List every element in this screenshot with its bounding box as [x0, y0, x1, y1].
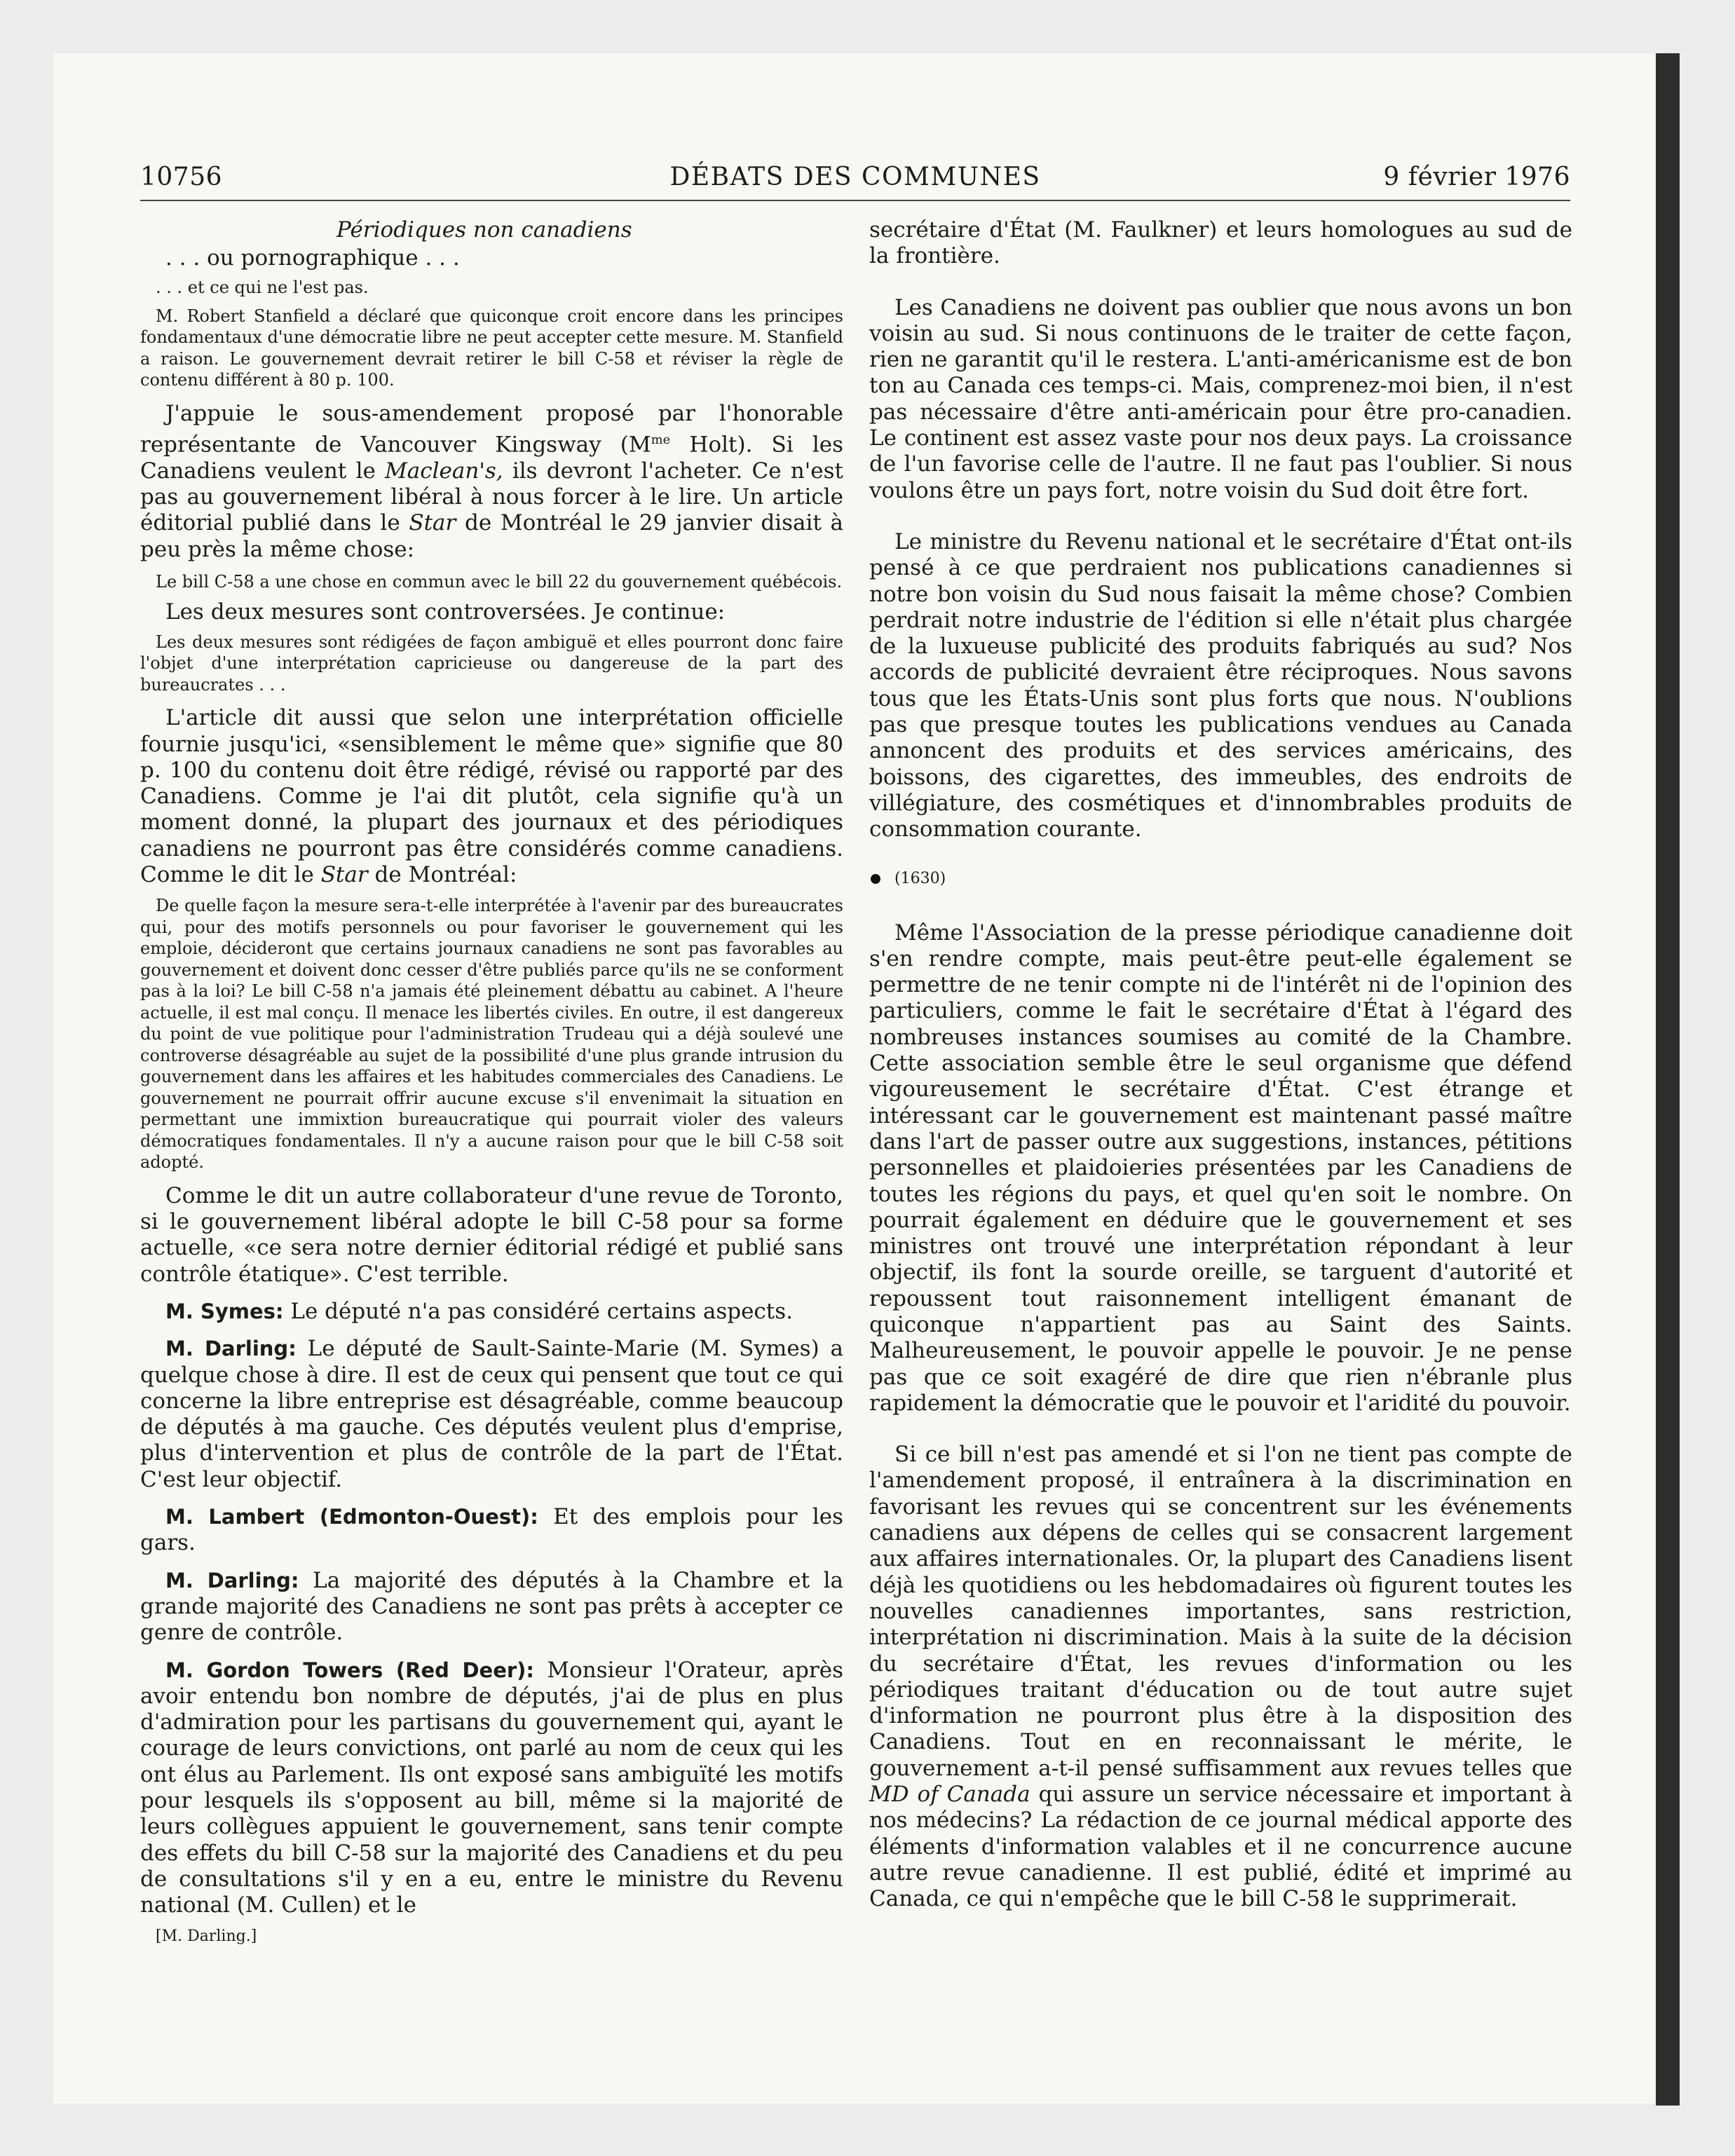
right-column — [869, 217, 1572, 1913]
paragraph: Comme le dit un autre collaborateur d'une revue de Toronto, si le gouvernement libéral adopte le bill C-58 pour sa forme actuelle, «ce sera notre dernier éditorial rédigé et publié sans contrôle étatique». C'est terrible. — [140, 1182, 843, 1287]
speaker-name: M. Gordon Towers (Red Deer): — [165, 1658, 535, 1682]
speaker-name: M. Darling: — [165, 1568, 299, 1592]
speaker-name: M. Symes: — [165, 1299, 284, 1323]
header-rule — [140, 200, 1570, 201]
paragraph: Si ce bill n'est pas amendé et si l'on ne tient pas compte de l'amendement proposé, il entraînera à la discrimination en favorisant les revues qui se concentrent sur les événements canadiens aux dépens de celles qui se consacrent largement aux affaires internationales. Or, la plupart des Canadiens lisent déjà les quotidiens ou les hebdomadaires où figurent toutes les nouvelles canadiennes importantes, sans restriction, interprétation ni discrimination. Mais à la suite de la décision du secrétaire d'État, les revues d'information ou les périodiques traitant d'éducation ou de tout autre sujet d'information ne pourront plus être à la disposition des Canadiens. Tout en en reconnaissant le mérite, le gouvernement a-t-il pensé suffisamment aux revues telles que MD of Canada qui assure un service nécessaire et important à nos médecins? La rédaction de ce journal médical apporte des éléments d'information valables et il ne concurrence aucune autre revue canadienne. Il est publié, édité et imprimé au Canada, ce qui n'empêche que le bill C-58 le supprimerait. — [869, 1442, 1572, 1912]
paragraph: Le ministre du Revenu national et le secrétaire d'État ont-ils pensé à ce que perdraient nos publications canadiennes si notre bon voisin du Sud nous faisait la même chose? Combien perdrait notre industrie de l'édition si elle n'était plus chargée de la luxueuse publicité des produits fabriqués au sud? Nos accords de publicité devraient être réciproques. Nous savons tous que les États-Unis sont plus forts que nous. N'oublions pas que presque toutes les publications vendues au Canada annoncent des produits et des services américains, des boissons, des cigarettes, des immeubles, des endroits de villégiature, des cosmétiques et d'innombrables produits de consommation courante. — [869, 528, 1572, 842]
paragraph: J'appuie le sous-amendement proposé par l'honorable représentante de Vancouver Kingsway ($M^{me}$ Holt). Si les Canadiens veulent le Maclean's, ils devront l'acheter. Ce n'est pas au gouvernement libéral à nous forcer à le lire. Un article éditorial publié dans le Star de Montréal le 29 janvier disait à peu près la même chose: — [140, 400, 843, 562]
footnote-speaker: [M. Darling.] — [156, 1927, 257, 1945]
quotation: . . . et ce qui ne l'est pas. — [156, 278, 369, 298]
speaker-paragraph: M. Lambert (Edmonton-Ouest): Et des emplois pour les gars. — [140, 1504, 843, 1556]
speaker-paragraph: M. Darling: La majorité des députés à la Chambre et la grande majorité des Canadiens ne sont pas prêts à accepter ce genre de contrôle. — [140, 1567, 844, 1646]
left-column — [140, 217, 843, 1947]
paragraph: . . . ou pornographique . . . — [165, 245, 460, 271]
quotation: Le bill C-58 a une chose en commun avec le bill 22 du gouvernement québécois. — [156, 571, 843, 592]
speaker-paragraph: M. Symes: Le député n'a pas considéré certains aspects. — [165, 1298, 794, 1324]
quotation: M. Robert Stanfield a déclaré que quiconque croit encore dans les principes fondamentaux d'une démocratie libre ne peut accepter cette mesure. M. Stanfield a raison. Le gouvernement devrait retirer le bill C-58 et réviser la règle de contenu différent à 80 p. 100. — [140, 306, 843, 390]
speaker-paragraph: M. Darling: Le député de Sault-Sainte-Marie (M. Symes) a quelque chose à dire. Il est de ceux qui pensent que tout ce qui concerne la libre entreprise est désagréable, comme beaucoup de députés à ma gauche. Ces députés veulent plus d'emprise, plus d'intervention et plus de contrôle de la part de l'État. C'est leur objectif. — [140, 1336, 844, 1492]
page-header — [140, 163, 1570, 198]
section-title: Périodiques non canadiens — [336, 217, 632, 243]
time-marker: (1630) — [869, 868, 1572, 889]
publication-title: DÉBATS DES COMMUNES — [669, 163, 1041, 191]
paragraph: Les deux mesures sont controversées. Je continue: — [165, 599, 726, 625]
paragraph: Les Canadiens ne doivent pas oublier que nous avons un bon voisin au sud. Si nous continuons de le traiter de cette façon, rien ne garantit qu'il le restera. L'anti-américanisme est de bon ton au Canada ces temps-ci. Mais, comprenez-moi bien, il n'est pas nécessaire d'être anti-américain pour être pro-canadien. Le continent est assez vaste pour nos deux pays. La croissance de l'un favorise celle de l'autre. Il ne faut pas l'oublier. Si nous voulons être un pays fort, notre voisin du Sud doit être fort. — [869, 294, 1572, 503]
paragraph: secrétaire d'État (M. Faulkner) et leurs homologues au sud de la frontière. — [869, 217, 1572, 269]
quotation: De quelle façon la mesure sera-t-elle interprétée à l'avenir par des bureaucrates qui, pour des motifs personnels ou pour favoriser le gouvernement qui les emploie, décideront que certains journaux canadiens ne sont pas favorables au gouvernement et doivent donc cesser d'être publiés parce qu'ils ne se conforment pas à la loi? Le bill C-58 n'a jamais été pleinement débattu au cabinet. A l'heure actuelle, il est mal conçu. Il menace les libertés civiles. En outre, il est dangereux du point de vue politique pour l'administration Trudeau qui a déjà soulevé une controverse désagréable au sujet de la possibilité d'une plus grande intrusion du gouvernement dans les affaires et les habitudes commerciales des Canadiens. Le gouvernement ne pourrait offrir aucune excuse s'il envenimait la situation en permettant une immixtion bureaucratique qui pourrait violer des valeurs démocratiques fondamentales. Il n'y a aucune raison pour que le bill C-58 soit adopté. — [140, 896, 843, 1173]
paragraph: Même l'Association de la presse périodique canadienne doit s'en rendre compte, mais peut-être peut-elle également se permettre de ne tenir compte ni de l'intérêt ni de l'opinion des particuliers, comme le fait le secrétaire d'État à l'égard des nombreuses instances soumises au comité de la Chambre. Cette association semble être le seul organisme que défend vigoureusement le secrétaire d'État. C'est étrange et intéressant car le gouvernement est maintenant passé maître dans l'art de passer outre aux suggestions, instances, pétitions personnelles et plaidoieries présentées par les Canadiens de toutes les régions du pays, et quel qu'en soit le nombre. On pourrait également en déduire que le gouvernement et ses ministres ont trouvé une interprétation répondant à leur objectif, ils font la sourde oreille, se targuent d'autorité et repoussent tout raisonnement intelligent émanant de quiconque n'appartient pas au Saint des Saints. Malheureusement, le pouvoir appelle le pouvoir. Je ne pense pas que ce soit exagéré de dire que rien n'ébranle plus rapidement la démocratie que le pouvoir et l'aridité du pouvoir. — [869, 920, 1572, 1416]
speaker-name: M. Lambert (Edmonton-Ouest): — [165, 1505, 538, 1529]
page-number: 10756 — [140, 163, 223, 191]
quotation: Les deux mesures sont rédigées de façon ambiguë et elles pourront donc faire l'objet d'une interprétation capricieuse ou dangereuse de la part des bureaucrates . . . — [140, 632, 843, 695]
speaker-paragraph: M. Gordon Towers (Red Deer): Monsieur l'Orateur, après avoir entendu bon nombre de députés, j'ai de plus en plus d'admiration pour les partisans du gouvernement qui, ayant le courage de leurs convictions, ont parlé au nom de ceux qui les ont élus au Parlement. Ils ont exposé sans ambiguïté les motifs pour lesquels ils s'opposent au bill, même si la majorité de leurs collègues appuient le gouvernement, sans tenir compte des effets du bill C-58 sur la majorité des Canadiens et du peu de consultations s'il y en a eu, entre le ministre du Revenu national (M. Cullen) et le — [140, 1657, 843, 1918]
paragraph: L'article dit aussi que selon une interprétation officielle fournie jusqu'ici, «sensiblement le même que» signifie que 80 p. 100 du contenu doit être rédigé, révisé ou rapporté par des Canadiens. Comme je l'ai dit plutôt, cela signifie qu'à un moment donné, la plupart des journaux et des périodiques canadiens ne pourront pas être considérés comme canadiens. Comme le dit le Star de Montréal: — [140, 705, 843, 887]
speaker-name: M. Darling: — [165, 1337, 297, 1361]
scan-edge-bar — [1656, 53, 1680, 2106]
issue-date: 9 février 1976 — [1383, 163, 1570, 191]
bullet-icon — [871, 874, 880, 884]
